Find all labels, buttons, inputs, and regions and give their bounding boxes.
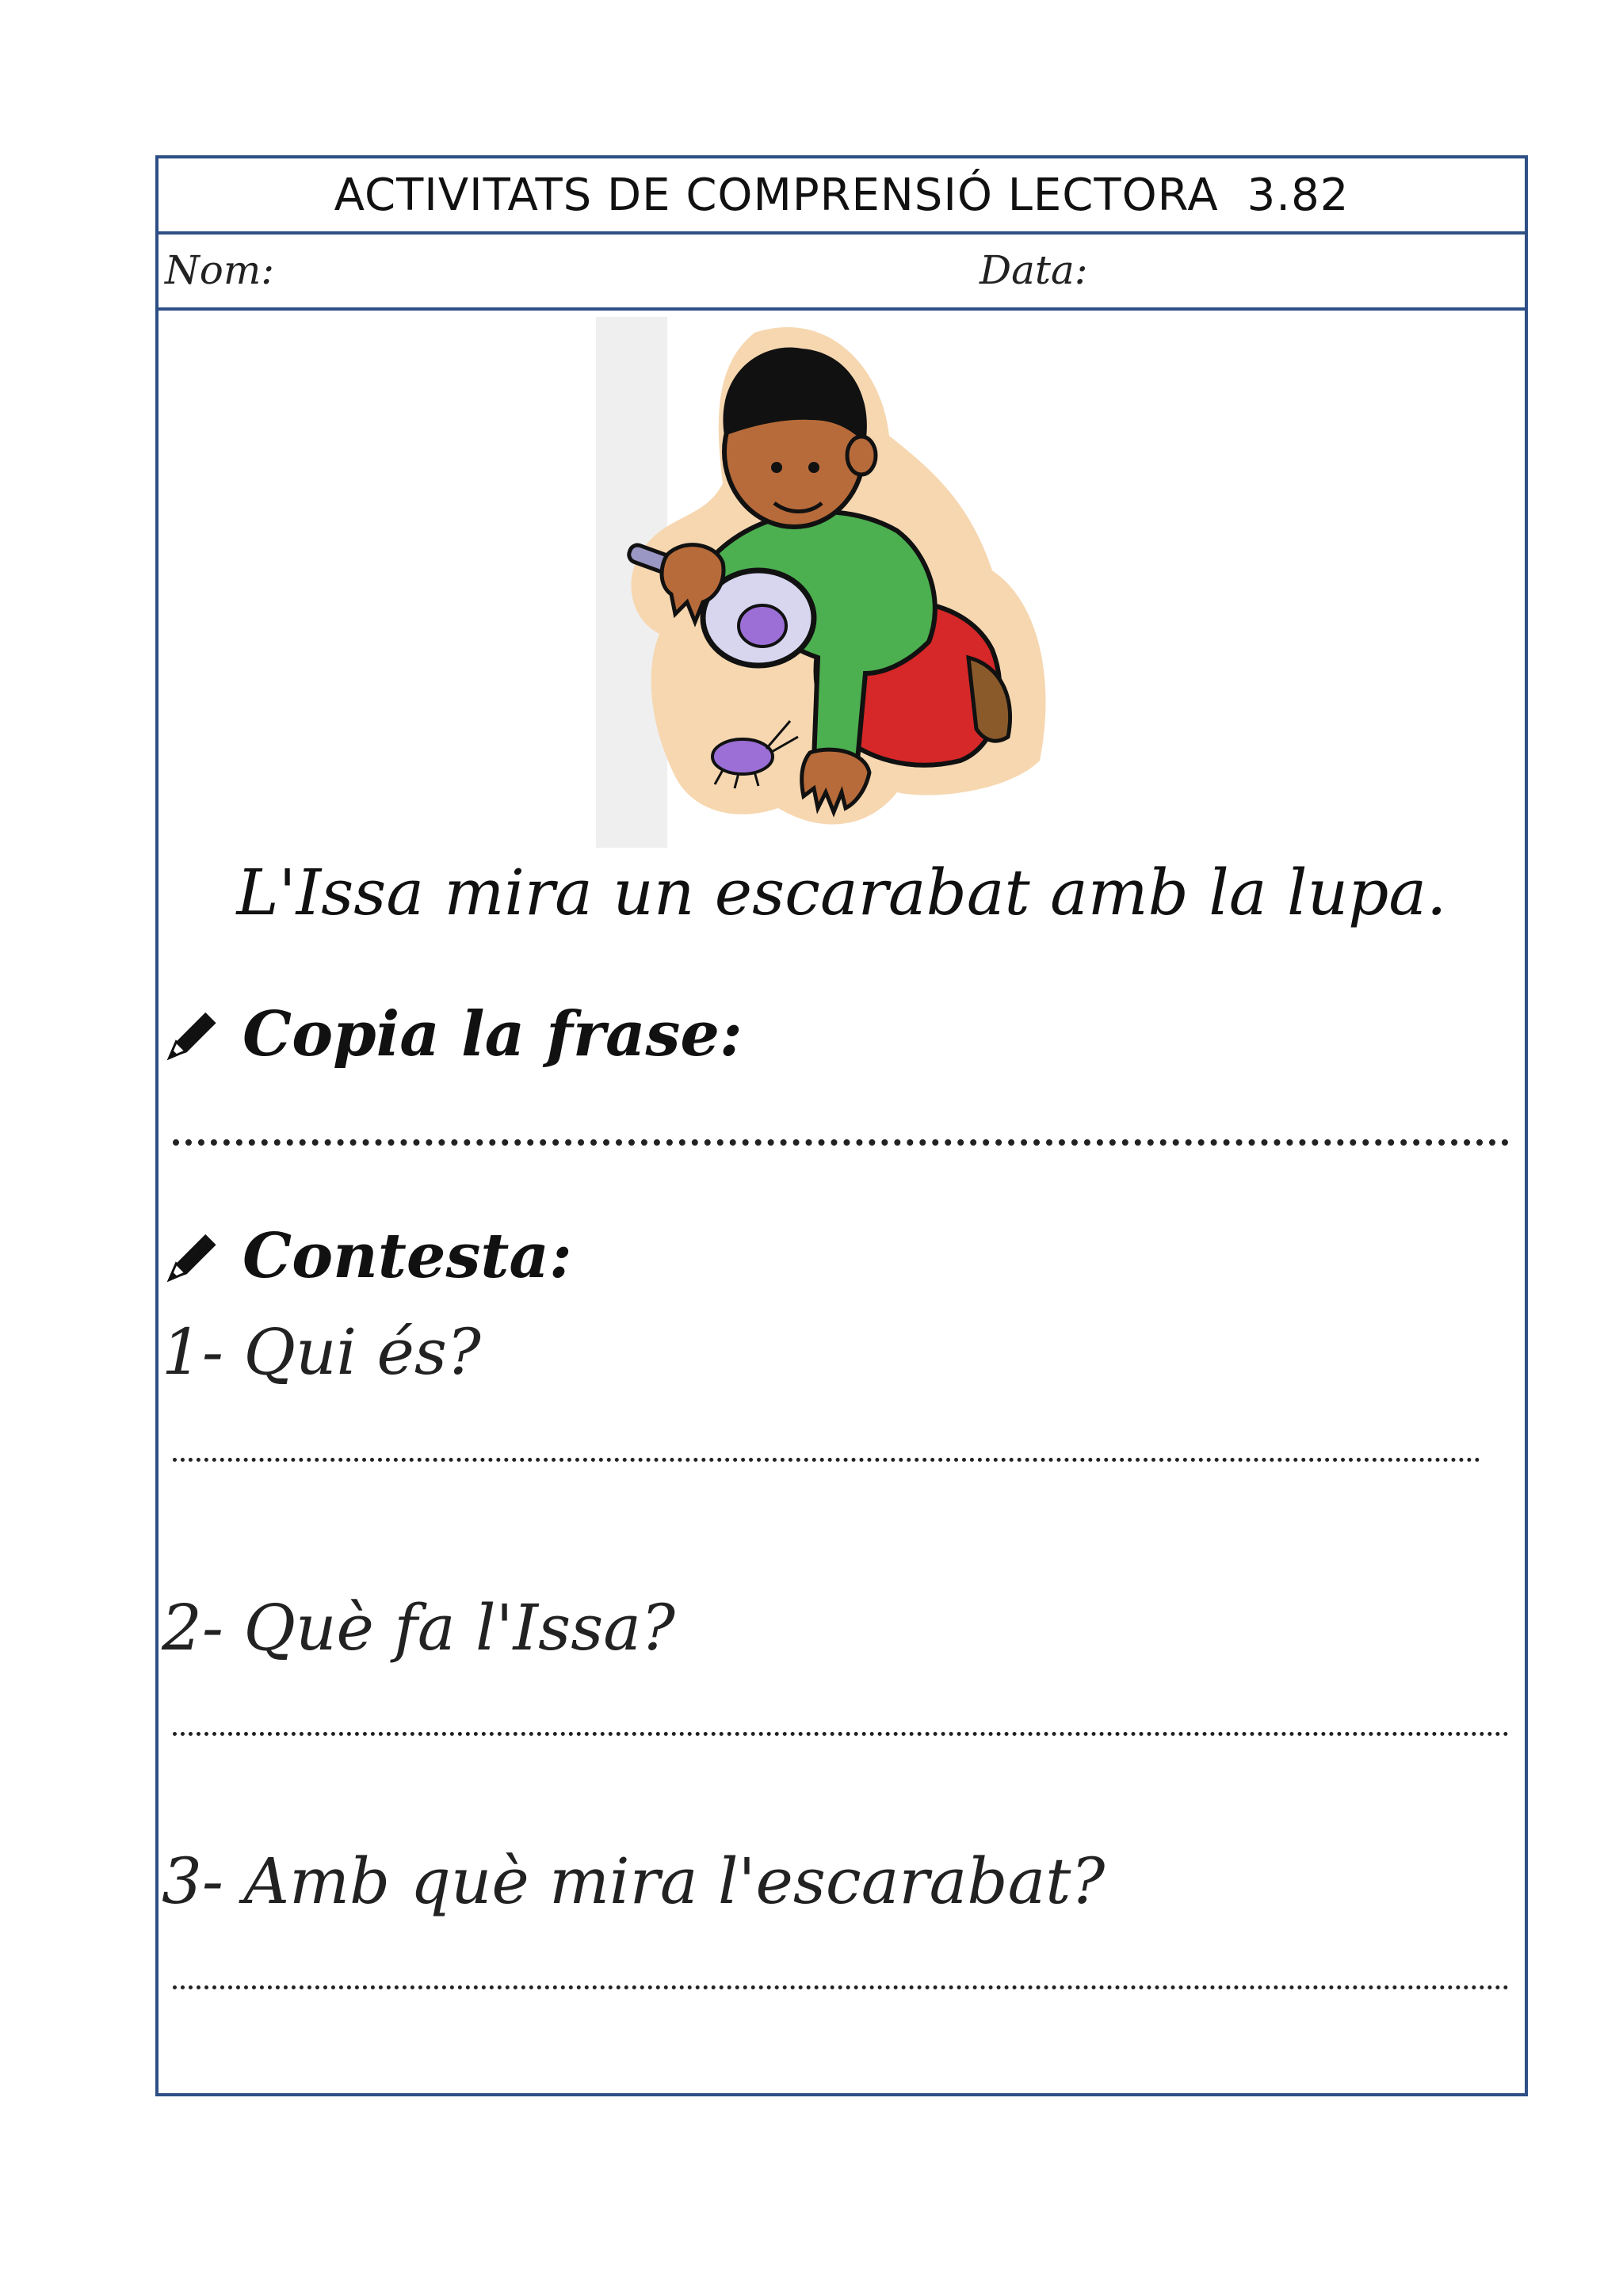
reading-sentence: L'Issa mira un escarabat amb la lupa. xyxy=(236,856,1447,929)
question-2: 2- Què fa l'Issa? xyxy=(162,1591,675,1665)
copy-heading xyxy=(163,998,743,1070)
worksheet-title: ACTIVITATS DE COMPRENSIÓ LECTORA xyxy=(334,169,1219,221)
name-label: Nom: xyxy=(165,247,275,293)
worksheet xyxy=(155,155,1528,2096)
date-label: Data: xyxy=(980,247,1088,293)
name-date-row xyxy=(158,235,1525,311)
question-1: 1- Qui és? xyxy=(162,1315,481,1389)
boy-magnifier-illustration xyxy=(596,317,1095,848)
copy-answer-line[interactable] xyxy=(173,1139,1509,1146)
question-3: 3- Amb què mira l'escarabat? xyxy=(162,1844,1106,1918)
answer-heading xyxy=(163,1220,572,1292)
answer-heading-label: Contesta: xyxy=(242,1220,572,1292)
answer-line-2[interactable] xyxy=(173,1732,1509,1736)
pencil-icon xyxy=(163,1005,222,1064)
worksheet-number: 3.82 xyxy=(1247,169,1350,221)
answer-line-1[interactable] xyxy=(173,1458,1480,1462)
pencil-icon xyxy=(163,1227,222,1286)
copy-heading-label: Copia la frase: xyxy=(242,998,743,1070)
worksheet-title-row xyxy=(158,158,1525,235)
answer-line-3[interactable] xyxy=(173,1985,1509,1989)
